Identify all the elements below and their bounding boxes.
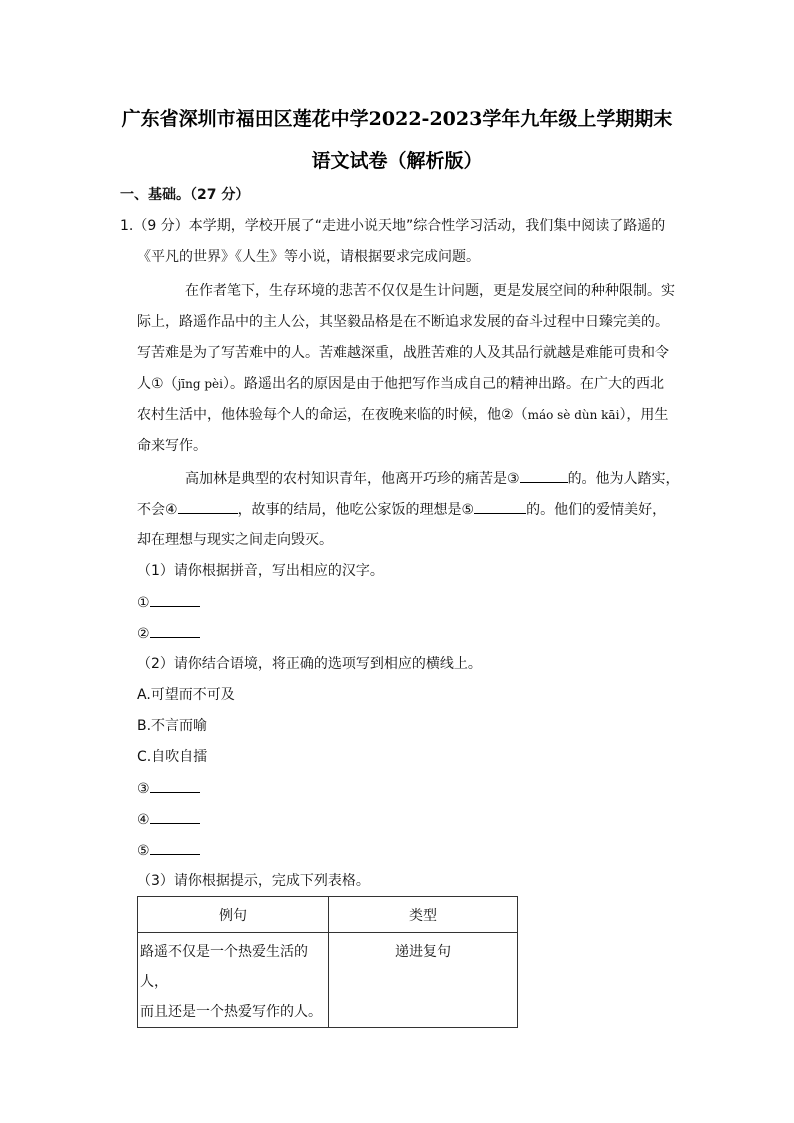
- answer-line-3: [137, 778, 200, 799]
- answer-blank-1[interactable]: [150, 592, 200, 607]
- exam-title-line2: 语文试卷（解析版）: [311, 150, 483, 172]
- question-stem-line2: 《平凡的世界》《人生》等小说，请根据要求完成问题。: [137, 249, 480, 265]
- answer-marker-2: ②: [137, 626, 150, 642]
- passage-text: 的。他们的爱情美好，: [526, 502, 667, 518]
- passage-text: 人①（: [137, 376, 178, 392]
- passage-p1-line4: [137, 374, 664, 394]
- passage-text: 农村生活中，他体验每个人的命运，在夜晚来临的时候，他②（: [137, 407, 528, 423]
- option-c: C.自吹自擂: [137, 749, 208, 765]
- table-cell-type: 递进复句: [329, 933, 518, 1028]
- passage-text: ，故事的结局，他吃公家饭的理想是⑤: [237, 502, 475, 518]
- passage-p2-line2: [137, 499, 666, 520]
- answer-line-2: [137, 623, 200, 644]
- table-row: [138, 933, 518, 1028]
- exam-title-line1: 广东省深圳市福田区莲花中学2022-2023学年九年级上学期期末: [121, 108, 673, 130]
- sentence-type-table: [137, 896, 518, 1028]
- answer-line-1: [137, 592, 200, 613]
- passage-text: 高加林是典型的农村知识青年，他离开巧珍的痛苦是③: [185, 471, 520, 487]
- example-line1: 路遥不仅是一个热爱生活的人，: [140, 944, 308, 990]
- passage-p1-line6: 命来写作。: [137, 438, 207, 454]
- pinyin-hint-2: máo sè dùn kāi: [527, 408, 620, 422]
- sub2-prompt: （2）请你结合语境，将正确的选项写到相应的横线上。: [137, 656, 482, 672]
- passage-p1-line1: 在作者笔下，生存环境的悲苦不仅仅是生计问题，更是发展空间的种种限制。实: [185, 283, 675, 299]
- table-header-example: 例句: [138, 897, 329, 933]
- section-heading: 一、基础。（27 分）: [120, 187, 250, 203]
- sub3-prompt: （3）请你根据提示，完成下列表格。: [137, 873, 370, 889]
- answer-marker-3: ③: [137, 781, 150, 797]
- answer-marker-5: ⑤: [137, 843, 150, 859]
- answer-blank-3[interactable]: [150, 778, 200, 793]
- answer-blank-4[interactable]: [150, 809, 200, 824]
- table-header-row: [138, 897, 518, 933]
- table-cell-example: [138, 933, 329, 1028]
- answer-blank-5[interactable]: [150, 840, 200, 855]
- blank-4[interactable]: [178, 499, 238, 514]
- answer-line-4: [137, 809, 200, 830]
- passage-text: ）。路遥出名的原因是由于他把写作当成自己的精神出路。在广大的西北: [222, 376, 664, 392]
- passage-p1-line5: [137, 405, 668, 425]
- blank-5[interactable]: [474, 499, 526, 514]
- passage-text: 的。他为人踏实，: [567, 471, 680, 487]
- passage-text: ），用生: [619, 407, 669, 423]
- passage-p2-line1: [185, 468, 680, 489]
- passage-p1-line2: 际上，路遥作品中的主人公，其坚毅品格是在不断追求发展的奋斗过程中日臻完美的。: [137, 314, 669, 330]
- passage-p2-line3: 却在理想与现实之间走向毁灭。: [137, 532, 333, 548]
- answer-marker-1: ①: [137, 595, 150, 611]
- answer-blank-2[interactable]: [150, 623, 200, 638]
- answer-line-5: [137, 840, 200, 861]
- passage-text: 不会④: [137, 502, 178, 518]
- example-line2: 而且还是一个热爱写作的人。: [140, 1004, 322, 1020]
- passage-p1-line3: 写苦难是为了写苦难中的人。苦难越深重，战胜苦难的人及其品行就越是难能可贵和令: [137, 345, 669, 361]
- sub1-prompt: （1）请你根据拼音，写出相应的汉字。: [137, 563, 384, 579]
- answer-marker-4: ④: [137, 812, 150, 828]
- question-stem-line1: 1.（9 分）本学期，学校开展了“走进小说天地”综合性学习活动，我们集中阅读了路遥的: [120, 218, 666, 234]
- blank-3[interactable]: [520, 468, 568, 483]
- table-header-type: 类型: [329, 897, 518, 933]
- pinyin-hint-1: jīng pèi: [177, 377, 223, 391]
- option-b: B.不言而喻: [137, 718, 208, 734]
- option-a: A.可望而不可及: [137, 687, 235, 703]
